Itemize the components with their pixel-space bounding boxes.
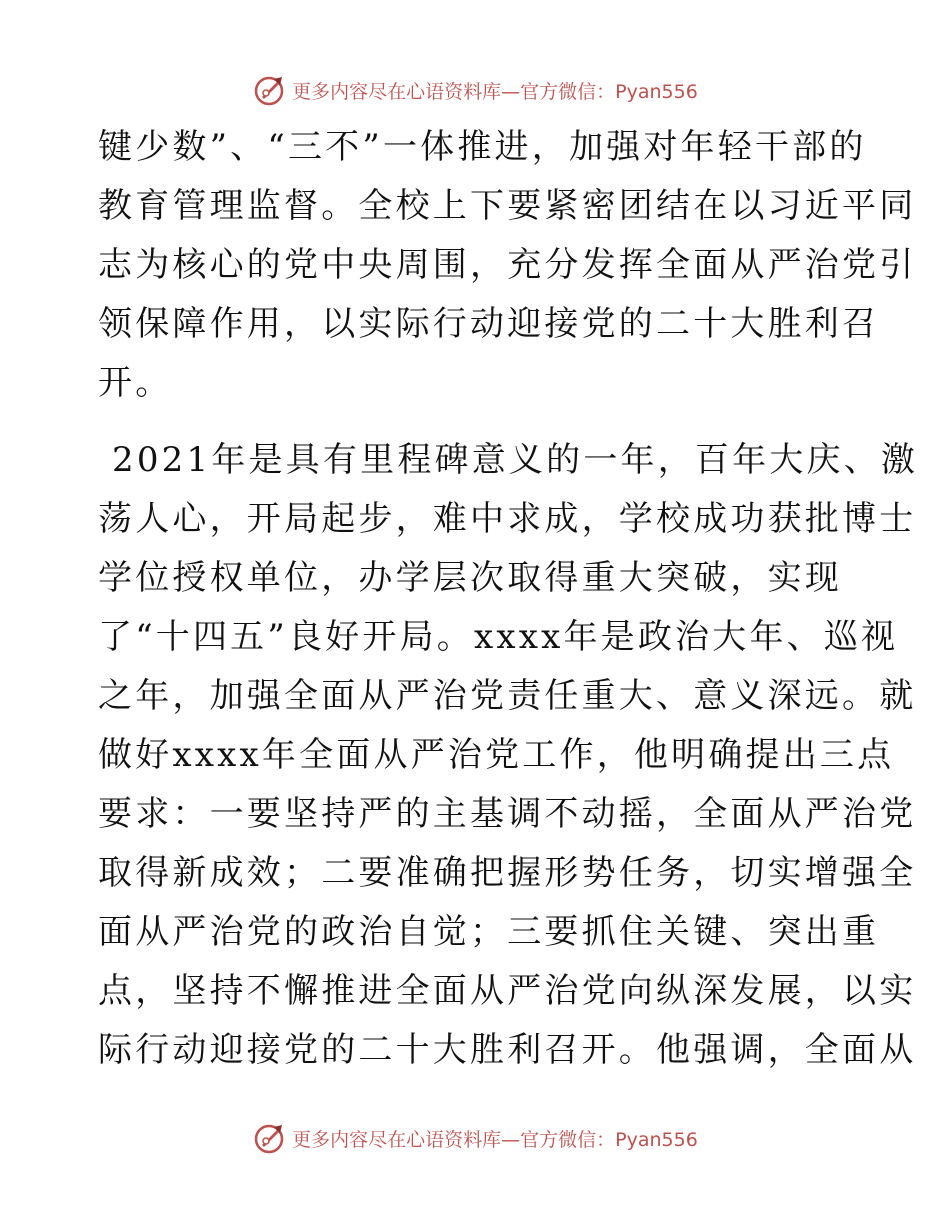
text-line: 2021年是具有里程碑意义的一年，百年大庆、激 bbox=[98, 440, 919, 480]
document-body bbox=[98, 118, 919, 1080]
text-line: 志为核心的党中央周围，充分发挥全面从严治党引 bbox=[98, 245, 917, 285]
text-line: 开。 bbox=[98, 363, 173, 403]
paragraph-spacer bbox=[98, 413, 858, 431]
text-line: 做好xxxx年全面从严治党工作，他明确提出三点 bbox=[98, 735, 895, 775]
paragraph-2 bbox=[98, 431, 919, 1080]
paragraph-1 bbox=[98, 118, 917, 413]
text-line: 之年，加强全面从严治党责任重大、意义深远。就 bbox=[98, 676, 917, 716]
text-line: 际行动迎接党的二十大胜利召开。他强调，全面从 bbox=[98, 1030, 917, 1070]
text-line: 了“十四五”良好开局。xxxx年是政治大年、巡视 bbox=[98, 617, 899, 657]
text-line: 要求：一要坚持严的主基调不动摇，全面从严治党 bbox=[98, 794, 917, 834]
quill-circle-icon bbox=[252, 1121, 286, 1155]
text-line: 教育管理监督。全校上下要紧密团结在以习近平同 bbox=[98, 186, 917, 226]
text-line: 荡人心，开局起步，难中求成，学校成功获批博士 bbox=[98, 499, 917, 539]
text-line: 键少数”、“三不”一体推进，加强对年轻干部的 bbox=[98, 127, 867, 167]
text-line: 学位授权单位，办学层次取得重大突破，实现 bbox=[98, 558, 842, 598]
header-watermark-text: 更多内容尽在心语资料库—官方微信：Pyan556 bbox=[292, 80, 698, 103]
text-line: 点，坚持不懈推进全面从严治党向纵深发展，以实 bbox=[98, 971, 917, 1011]
quill-circle-icon bbox=[252, 73, 286, 107]
footer-watermark-text: 更多内容尽在心语资料库—官方微信：Pyan556 bbox=[292, 1128, 698, 1151]
text-line: 取得新成效；二要准确把握形势任务，切实增强全 bbox=[98, 853, 917, 893]
footer-watermark-banner bbox=[0, 1118, 950, 1158]
text-line: 领保障作用，以实际行动迎接党的二十大胜利召 bbox=[98, 304, 880, 344]
text-line: 面从严治党的政治自觉；三要抓住关键、突出重 bbox=[98, 912, 880, 952]
header-watermark-banner bbox=[0, 70, 950, 110]
